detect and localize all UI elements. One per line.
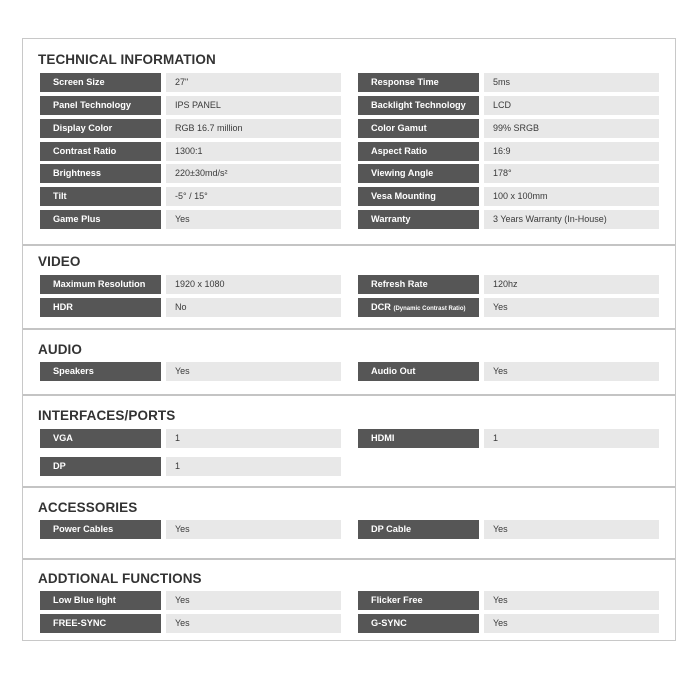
spec-label: G-SYNC	[358, 614, 479, 633]
spec-value: 120hz	[484, 275, 659, 294]
spec-label: Low Blue light	[40, 591, 161, 610]
spec-value: Yes	[484, 614, 659, 633]
spec-label: Refresh Rate	[358, 275, 479, 294]
spec-value: 1	[166, 457, 341, 476]
spec-label: Backlight Technology	[358, 96, 479, 115]
spec-label: Speakers	[40, 362, 161, 381]
spec-value: 100 x 100mm	[484, 187, 659, 206]
spec-label-note: (Dynamic Contrast Ratio)	[393, 306, 466, 312]
spec-label: Display Color	[40, 119, 161, 138]
spec-label: VGA	[40, 429, 161, 448]
spec-value: Yes	[166, 591, 341, 610]
spec-value: 16:9	[484, 142, 659, 161]
section-technical-information	[23, 39, 675, 244]
spec-label: HDMI	[358, 429, 479, 448]
spec-label: Aspect Ratio	[358, 142, 479, 161]
spec-value: 1	[484, 429, 659, 448]
spec-label: Flicker Free	[358, 591, 479, 610]
spec-label: Tilt	[40, 187, 161, 206]
section-video	[23, 244, 675, 328]
spec-label: Audio Out	[358, 362, 479, 381]
spec-label: Panel Technology	[40, 96, 161, 115]
spec-label: FREE-SYNC	[40, 614, 161, 633]
spec-value: Yes	[484, 362, 659, 381]
spec-value: 1920 x 1080	[166, 275, 341, 294]
spec-value: No	[166, 298, 341, 317]
section-interfaces-ports	[23, 394, 675, 486]
spec-label: Game Plus	[40, 210, 161, 229]
spec-label: DP Cable	[358, 520, 479, 539]
spec-label: Vesa Mounting	[358, 187, 479, 206]
section-title: ACCESSORIES	[38, 500, 138, 515]
section-title: ADDTIONAL FUNCTIONS	[38, 571, 202, 586]
spec-label: Viewing Angle	[358, 164, 479, 183]
spec-label: Brightness	[40, 164, 161, 183]
spec-label: DP	[40, 457, 161, 476]
spec-value: 220±30md/s²	[166, 164, 341, 183]
spec-value: Yes	[484, 591, 659, 610]
spec-value: 5ms	[484, 73, 659, 92]
spec-value: Yes	[166, 210, 341, 229]
spec-value: Yes	[484, 520, 659, 539]
spec-label: Response Time	[358, 73, 479, 92]
spec-value: 27"	[166, 73, 341, 92]
spec-label: Screen Size	[40, 73, 161, 92]
spec-value: 99% SRGB	[484, 119, 659, 138]
section-accessories	[23, 486, 675, 558]
spec-value: 3 Years Warranty (In-House)	[484, 210, 659, 229]
section-audio	[23, 328, 675, 394]
spec-label: Maximum Resolution	[40, 275, 161, 294]
spec-label: Contrast Ratio	[40, 142, 161, 161]
spec-label: Color Gamut	[358, 119, 479, 138]
spec-label: Warranty	[358, 210, 479, 229]
section-title: INTERFACES/PORTS	[38, 408, 176, 423]
spec-value: -5° / 15°	[166, 187, 341, 206]
section-title: AUDIO	[38, 342, 82, 357]
spec-label: HDR	[40, 298, 161, 317]
section-title: TECHNICAL INFORMATION	[38, 52, 216, 67]
spec-value: RGB 16.7 million	[166, 119, 341, 138]
section-additional-functions	[23, 558, 675, 640]
spec-value: 178°	[484, 164, 659, 183]
spec-sheet	[22, 38, 676, 641]
spec-label-dcr	[358, 298, 479, 317]
spec-label: Power Cables	[40, 520, 161, 539]
spec-value: Yes	[166, 362, 341, 381]
spec-value: Yes	[166, 520, 341, 539]
spec-value: 1	[166, 429, 341, 448]
spec-value: LCD	[484, 96, 659, 115]
spec-value: Yes	[484, 298, 659, 317]
section-title: VIDEO	[38, 254, 81, 269]
spec-value: IPS PANEL	[166, 96, 341, 115]
spec-label-text: DCR	[371, 302, 391, 312]
spec-value: 1300:1	[166, 142, 341, 161]
spec-value: Yes	[166, 614, 341, 633]
